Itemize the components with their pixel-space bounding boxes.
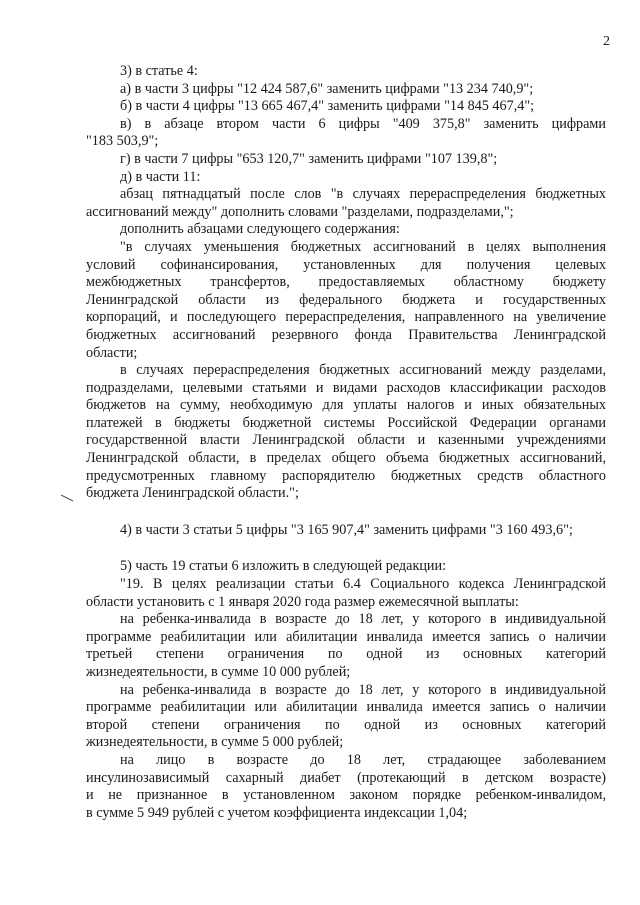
quote-1-line-7: области;	[86, 344, 138, 361]
quote-1-line-4: Ленинградской области из федерального бюджета и государственных	[86, 291, 606, 308]
item-3v-line-1: в) в абзаце втором части 6 цифры "409 375,8" заменить цифрами	[120, 115, 606, 132]
payment-3-line-4: в сумме 5 949 рублей с учетом коэффициента индексации 1,04;	[86, 804, 468, 821]
item-3-heading: 3) в статье 4:	[120, 63, 198, 79]
add-paragraphs-line: дополнить абзацами следующего содержания:	[120, 221, 400, 238]
item-5-heading: 5) часть 19 статьи 6 изложить в следующей редакции:	[120, 558, 447, 575]
page-number: 2	[603, 34, 610, 49]
quote-2-line-5: государственной власти Ленинградской области и казенными учреждениями	[86, 432, 606, 449]
quote-2-line-6: Ленинградской области, в пределах общего объема бюджетных ассигнований,	[86, 450, 606, 467]
payment-2-line-1: на ребенка-инвалида в возрасте до 18 лет, у которого в индивидуальной	[120, 681, 606, 698]
quote-2-line-2: подразделами, целевыми статьями и видами расходов классификации расходов	[86, 379, 606, 396]
paragraph-15-line-1: абзац пятнадцатый после слов "в случаях перераспределения бюджетных	[120, 186, 606, 203]
payment-2-line-4: жизнедеятельности, в сумме 5 000 рублей;	[86, 734, 344, 751]
payment-3-line-1: на лицо в возрасте до 18 лет, страдающее заболеванием	[120, 751, 606, 768]
item-3g: г) в части 7 цифры "653 120,7" заменить цифрами "107 139,8";	[120, 150, 498, 167]
document-body	[86, 63, 606, 822]
item-4: 4) в части 3 статьи 5 цифры "3 165 907,4" заменить цифрами "3 160 493,6";	[120, 521, 573, 538]
payment-1-line-2: программе реабилитации или абилитации инвалида имеется запись о наличии	[86, 628, 606, 645]
quote-2-line-3: бюджетов на сумму, необходимую для уплаты налогов и иных обязательных	[86, 397, 606, 414]
part-19-line-2: области установить с 1 января 2020 года размер ежемесячной выплаты:	[86, 593, 519, 610]
quote-2-line-4: платежей в бюджеты бюджетной системы Российской Федерации органами	[86, 414, 606, 431]
payment-3-line-2: инсулинозависимый сахарный диабет (протекающий в детском возрасте)	[86, 769, 606, 786]
quote-1-line-3: межбюджетных трансфертов, предоставляемых областному бюджету	[86, 274, 606, 291]
quote-1-line-6: бюджетных ассигнований резервного фонда Правительства Ленинградской	[86, 326, 606, 343]
payment-2-line-3: второй степени ограничения по одной из основных категорий	[86, 716, 606, 733]
quote-1-line-5: корпораций, и последующего перераспределения, направленного на увеличение	[86, 309, 606, 326]
item-3d: д) в части 11:	[120, 168, 201, 185]
paragraph-15-line-2: ассигнований между" дополнить словами "разделами, подразделами,";	[86, 203, 514, 220]
payment-1-line-3: третьей степени ограничения по одной из основных категорий	[86, 646, 606, 663]
quote-1-line-2: условий софинансирования, установленных для получения целевых	[86, 256, 606, 273]
payment-1-line-1: на ребенка-инвалида в возрасте до 18 лет, у которого в индивидуальной	[120, 611, 606, 628]
item-3v-line-2: "183 503,9";	[86, 133, 159, 150]
item-3a: а) в части 3 цифры "12 424 587,6" заменить цифрами "13 234 740,9";	[120, 80, 534, 97]
stray-pen-mark	[60, 494, 74, 502]
payment-2-line-2: программе реабилитации или абилитации инвалида имеется запись о наличии	[86, 699, 606, 716]
part-19-line-1: "19. В целях реализации статьи 6.4 Социального кодекса Ленинградской	[120, 576, 606, 593]
payment-1-line-4: жизнедеятельности, в сумме 10 000 рублей;	[86, 664, 351, 680]
quote-2-line-7: предусмотренных главному распорядителю бюджетных средств областного	[86, 467, 606, 484]
quote-1-line-1: "в случаях уменьшения бюджетных ассигнований в целях выполнения	[120, 238, 606, 255]
payment-3-line-3: и не признанное в установленном законом порядке ребенком-инвалидом,	[86, 787, 606, 804]
quote-2-line-1: в случаях перераспределения бюджетных ассигнований между разделами,	[120, 362, 606, 379]
item-3b: б) в части 4 цифры "13 665 467,4" заменить цифрами "14 845 467,4";	[120, 98, 535, 115]
quote-2-line-8: бюджета Ленинградской области.";	[86, 485, 299, 502]
